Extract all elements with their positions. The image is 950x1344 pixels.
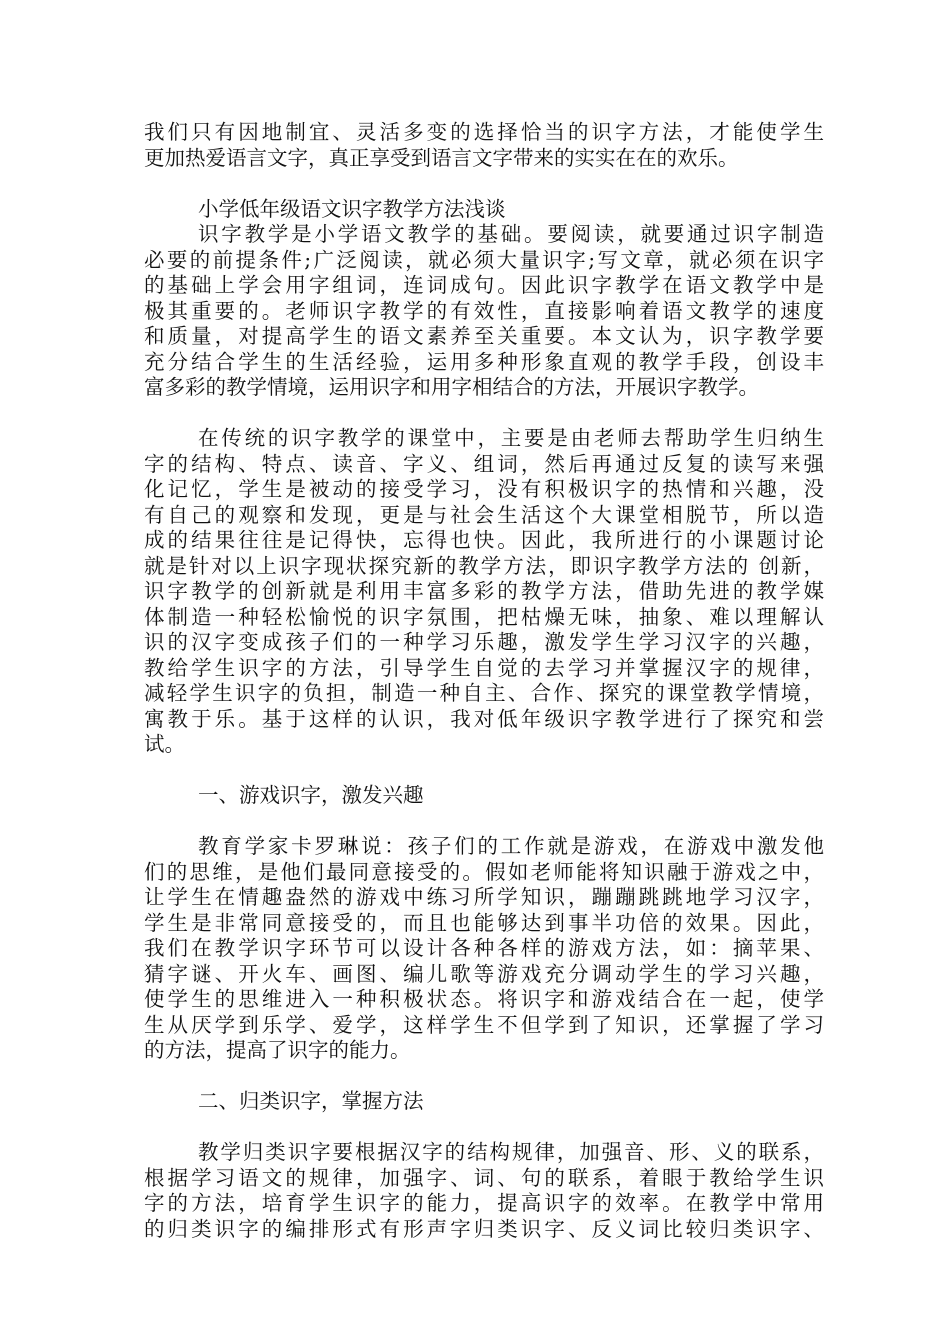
intro-paragraph [144, 120, 824, 171]
text-line: 试。 [144, 732, 185, 756]
text-line: 和质量，对提高学生的语文素养至关重要。本文认为，识字教学要 [144, 324, 824, 348]
text-line: 富多彩的教学情境，运用识字和用字相结合的方法，开展识字教学。 [144, 375, 759, 399]
section-heading-1: 一、游戏识字，激发兴趣 [198, 783, 424, 807]
text-line: 识的汉字变成孩子们的一种学习乐趣，激发学生学习汉字的兴趣， [144, 630, 824, 654]
paragraph-gap [144, 758, 824, 784]
section-heading-2: 二、归类识字，掌握方法 [198, 1089, 424, 1113]
text-line: 我们在教学识字环节可以设计各种各样的游戏方法，如：摘苹果、 [144, 936, 824, 960]
paragraph-3 [144, 834, 824, 1064]
text-line: 根据学习语文的规律，加强字、词、句的联系，着眼于教给学生识 [144, 1165, 824, 1190]
paragraph-1 [144, 222, 824, 401]
text-line: 教给学生识字的方法，引导学生自觉的去学习并掌握汉字的规律， [144, 655, 824, 680]
text-line: 学生是非常同意接受的，而且也能够达到事半功倍的效果。因此， [144, 910, 824, 935]
text-line: 极其重要的。老师识字教学的有效性，直接影响着语文教学的速度 [144, 298, 824, 323]
text-line: 让学生在情趣盎然的游戏中练习所学知识，蹦蹦跳跳地学习汉字， [144, 885, 824, 909]
text-line: 字的结构、特点、读音、字义、组词，然后再通过反复的读写来强 [144, 451, 824, 476]
text-line: 有自己的观察和发现，更是与社会生活这个大课堂相脱节，所以造 [144, 502, 824, 527]
text-line: 的方法，提高了识字的能力。 [144, 1038, 411, 1062]
text-line: 更加热爱语言文字，真正享受到语言文字带来的实实在在的欢乐。 [144, 145, 739, 170]
text-line: 教学归类识字要根据汉字的结构规律，加强音、形、义的联系， [198, 1140, 824, 1164]
text-line: 寓教于乐。基于这样的认识，我对低年级识字教学进行了探究和尝 [144, 706, 824, 731]
paragraph-gap [144, 809, 824, 835]
text-line: 字的方法，培育学生识字的能力，提高识字的效率。在教学中常用 [144, 1191, 824, 1215]
text-line: 教育学家卡罗琳说：孩子们的工作就是游戏，在游戏中激发他 [198, 834, 824, 858]
text-line: 成的结果往往是记得快，忘得也快。因此，我所进行的小课题讨论 [144, 528, 824, 552]
text-line: 猜字谜、开火车、画图、编儿歌等游戏充分调动学生的学习兴趣， [144, 961, 824, 986]
document-page [144, 120, 824, 1242]
text-line: 使学生的思维进入一种积极状态。将识字和游戏结合在一起，使学 [144, 987, 824, 1011]
text-line: 我们只有因地制宜、灵活多变的选择恰当的识字方法，才能使学生 [144, 120, 824, 144]
text-line: 减轻学生识字的负担，制造一种自主、合作、探究的课堂教学情境， [144, 681, 824, 705]
text-line: 识字教学是小学语文教学的基础。要阅读，就要通过识字制造 [198, 222, 824, 246]
paragraph-2 [144, 426, 824, 758]
text-line: 化记忆，学生是被动的接受学习，没有积极识字的热情和兴趣，没 [144, 477, 824, 501]
text-line: 充分结合学生的生活经验，运用多种形象直观的教学手段，创设丰 [144, 349, 824, 374]
text-line: 的归类识字的编排形式有形声字归类识字、反义词比较归类识字、 [144, 1216, 824, 1241]
paragraph-gap [144, 1064, 824, 1090]
text-line: 在传统的识字教学的课堂中，主要是由老师去帮助学生归纳生 [198, 426, 824, 450]
text-line: 体制造一种轻松愉悦的识字氛围，把枯燥无味，抽象、难以理解认 [144, 604, 824, 629]
text-line: 的基础上学会用字组词，连词成句。因此识字教学在语文教学中是 [144, 273, 824, 297]
paragraph-gap [144, 1115, 824, 1141]
text-line: 识字教学的创新就是利用丰富多彩的教学方法，借助先进的教学媒 [144, 579, 824, 603]
text-line: 必要的前提条件;广泛阅读，就必须大量识字;写文章，就必须在识字 [144, 247, 824, 272]
paragraph-gap [144, 171, 824, 197]
text-line: 们的思维，是他们最同意接受的。假如老师能将知识融于游戏之中， [144, 859, 824, 884]
paragraph-gap [144, 401, 824, 427]
paragraph-4 [144, 1140, 824, 1242]
article-title: 小学低年级语文识字教学方法浅谈 [198, 196, 506, 221]
text-line: 就是针对以上识字现状探究新的教学方法，即识字教学方法的 创新， [144, 553, 824, 578]
text-line: 生从厌学到乐学、爱学，这样学生不但学到了知识，还掌握了学习 [144, 1012, 824, 1037]
